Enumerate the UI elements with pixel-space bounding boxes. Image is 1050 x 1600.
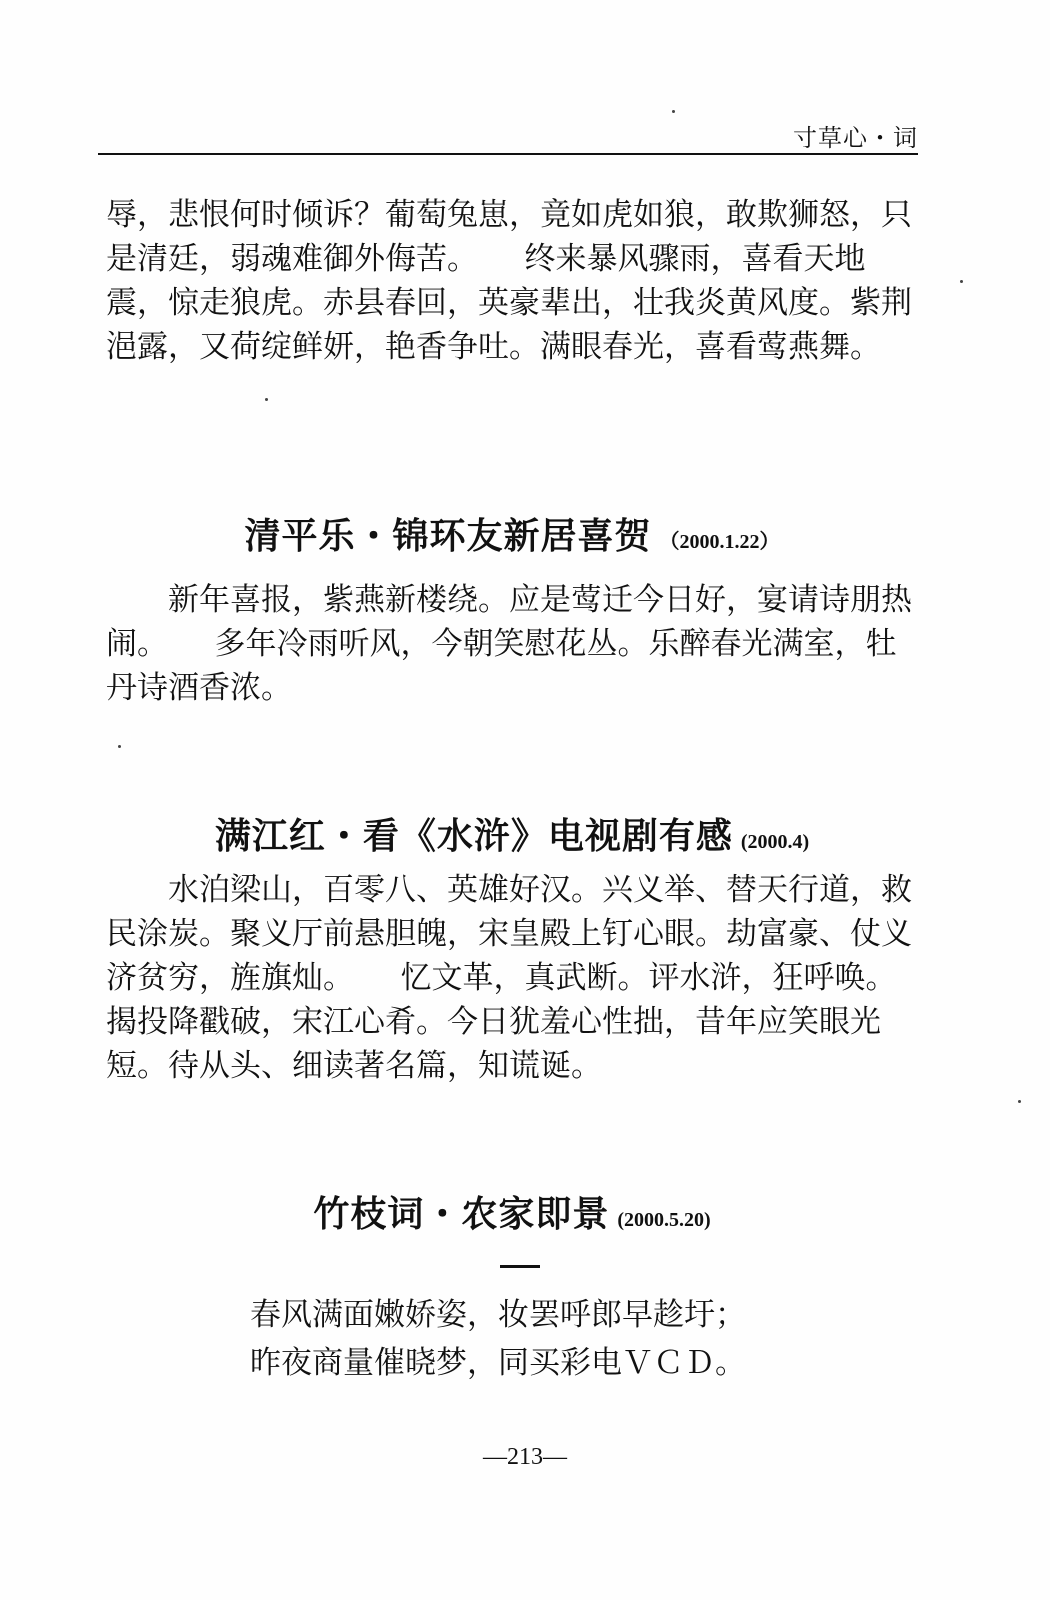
scan-speck — [672, 110, 675, 113]
poem-date: （2000.1.22） — [659, 531, 780, 553]
poem-title-zhuzhici — [106, 1186, 918, 1237]
page-number: —213— — [483, 1444, 567, 1470]
header-rule — [98, 153, 918, 155]
scan-speck — [1018, 1100, 1021, 1103]
poem-title-text: 清平乐・锦环友新居喜贺 — [244, 516, 652, 557]
poem-date: (2000.4) — [740, 831, 810, 853]
poem-title-text: 满江红・看《水浒》电视剧有感 — [214, 816, 733, 857]
verse-line: 春风满面嫩娇姿，妆罢呼郎早趁圩； — [250, 1297, 746, 1333]
continued-poem-body: 辱，悲恨何时倾诉？葡萄兔崽，竟如虎如狼，敢欺狮怒，只是清廷，弱魂难御外侮苦。 终来暴风骤雨，喜看天地震，惊走狼虎。赤县春回，英豪辈出，壮我炎黄风度。紫荆浥露，又荷绽鲜妍，艳香争吐。满眼春光，喜看莺燕舞。 — [106, 197, 912, 365]
poem-body-manjianghong: 水泊梁山，百零八、英雄好汉。兴义举、替天行道，救民涂炭。聚义厅前悬胆魄，宋皇殿上钉心眼。劫富豪、仗义济贫穷，旌旗灿。 忆文革，真武断。评水浒，狂呼唤。揭投降戳破，宋江心肴。今日犹羞心性拙，昔年应笑眼光短。待从头、细读著名篇，知谎诞。 — [106, 872, 912, 1084]
scan-speck — [118, 745, 121, 748]
scan-speck — [960, 280, 963, 283]
scan-speck — [265, 398, 268, 401]
poem-body-qingpingle: 新年喜报，紫燕新楼绕。应是莺迁今日好，宴请诗朋热闹。 多年冷雨听风，今朝笑慰花丛。乐醉春光满室，牡丹诗酒香浓。 — [106, 582, 912, 706]
poem-title-qingpingle — [106, 508, 918, 559]
running-header: 寸草心・词 — [793, 124, 918, 152]
poem-title-manjianghong — [106, 808, 918, 859]
poem-title-text: 竹枝词・农家即景 — [313, 1194, 610, 1235]
poem-date: (2000.5.20) — [617, 1209, 711, 1231]
verse-line: 昨夜商量催晓梦，同买彩电ＶＣＤ。 — [250, 1345, 746, 1381]
poem-number-marker — [500, 1265, 540, 1268]
